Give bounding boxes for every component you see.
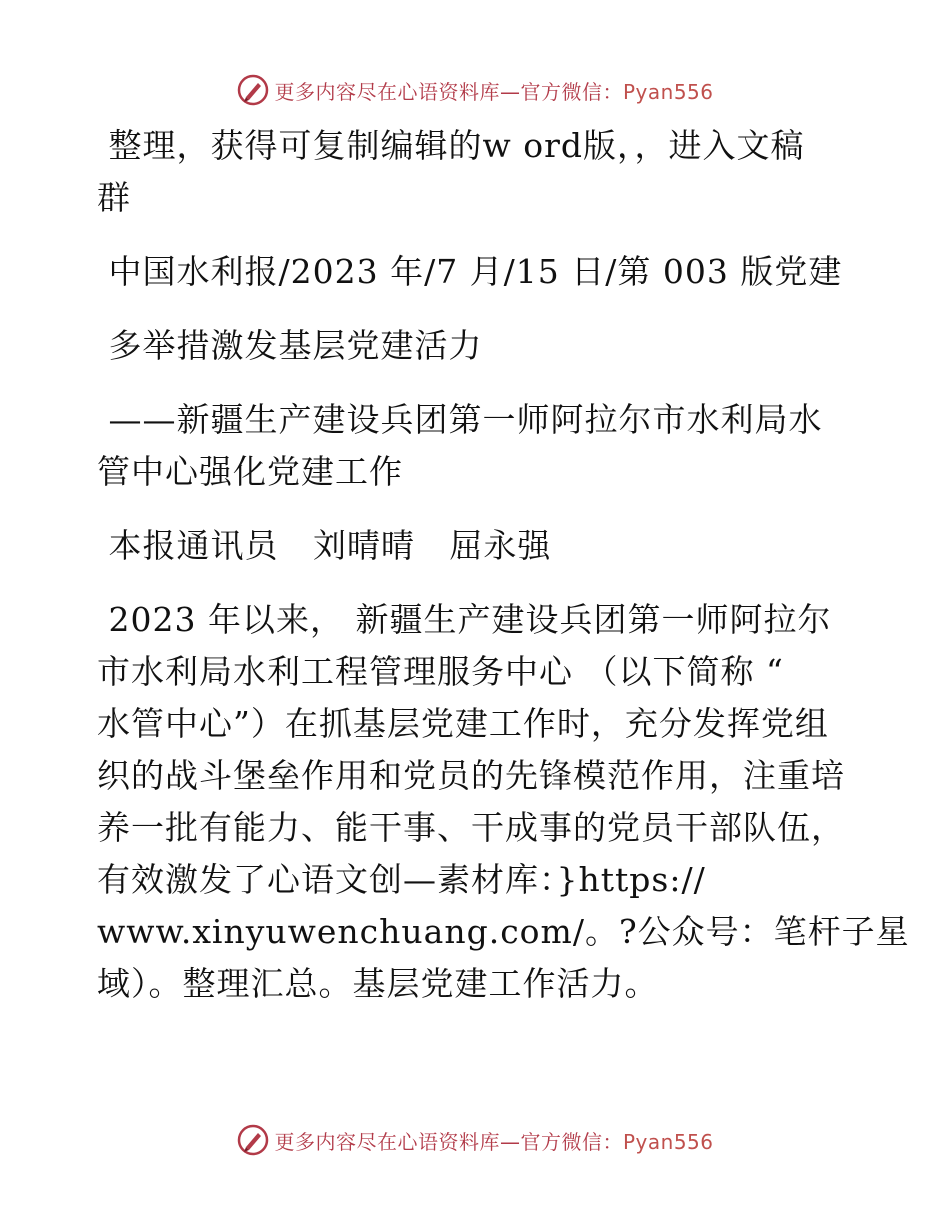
text-line: 管中心强化党建工作: [97, 452, 403, 491]
article-title: [97, 320, 857, 372]
text-line: 群: [97, 178, 131, 217]
text-line: 2023 年以来， 新疆生产建设兵团第一师阿拉尔: [97, 600, 832, 639]
wechat-id: Pyan556: [622, 79, 714, 104]
paragraph-intro: [97, 120, 857, 224]
text-line: www.xinyuwenchuang.com/。?公众号：笔杆子星: [97, 912, 910, 951]
header-watermark: [0, 70, 950, 110]
text-line: 域）。整理汇总。基层党建工作活力。: [97, 964, 659, 1003]
text-line: 市水利局水利工程管理服务中心 （以下简称 “: [97, 652, 784, 691]
text-line: 织的战斗堡垒作用和党员的先锋模范作用，注重培: [97, 756, 845, 795]
text-line: 养一批有能力、能干事、干成事的党员干部队伍，: [97, 808, 845, 847]
text-line: 水管中心”）在抓基层党建工作时，充分发挥党组: [97, 704, 829, 743]
document-body: [97, 120, 910, 1010]
paragraph-source: [97, 246, 857, 298]
article-subtitle: [97, 394, 857, 498]
text-line: 中国水利报/2023 年/7 月/15 日/第 003 版党建: [97, 252, 843, 291]
text-line: ——新疆生产建设兵团第一师阿拉尔市水利局水: [97, 400, 823, 439]
watermark-text: 更多内容尽在心语资料库—官方微信：Pyan556: [274, 79, 714, 104]
wechat-id: Pyan556: [622, 1129, 714, 1154]
pen-logo-icon: [236, 1123, 270, 1157]
text-line: 整理，获得可复制编辑的w ord版，，进入文稿: [97, 126, 805, 165]
article-body-paragraph: [97, 594, 910, 1010]
text-line: 多举措激发基层党建活力: [97, 326, 483, 365]
watermark-text: 更多内容尽在心语资料库—官方微信：Pyan556: [274, 1129, 714, 1154]
footer-watermark: [0, 1120, 950, 1160]
text-line: 本报通讯员 刘晴晴 屈永强: [97, 526, 552, 565]
article-byline: [97, 520, 857, 572]
pen-logo-icon: [236, 73, 270, 107]
text-line: 有效激发了心语文创—素材库：}https://: [97, 860, 706, 899]
